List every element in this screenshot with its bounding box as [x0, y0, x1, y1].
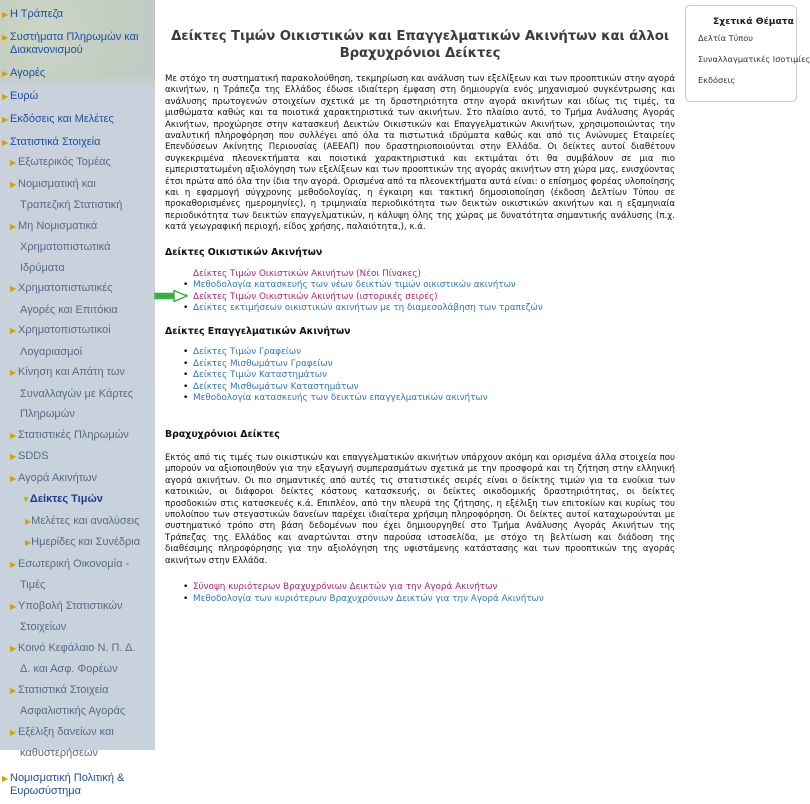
arrow-right-icon: ▶	[2, 69, 9, 78]
arrow-right-icon: ▶	[10, 326, 17, 335]
nav-item-monetary-policy[interactable]: ▶ Νομισματική Πολιτική & Ευρωσύστημα	[2, 771, 125, 797]
arrow-right-icon: ▶	[10, 452, 17, 461]
arrow-right-icon: ▶	[25, 538, 32, 547]
nav-subitem-financial-accounts[interactable]: ▶ Χρηματοπιστωτικοί Λογαριασμοί	[0, 320, 155, 362]
arrow-down-icon: ▼	[22, 495, 30, 504]
link-office-prices[interactable]: Δείκτες Τιμών Γραφείων	[193, 347, 302, 358]
list-item	[183, 393, 675, 405]
link-residential-new-tables[interactable]: Δείκτες Τιμών Οικιστικών Ακινήτων (Νέοι Πίνακες)	[193, 268, 421, 279]
list-item	[183, 292, 675, 304]
arrow-right-icon: ▶	[25, 516, 32, 526]
arrow-right-icon: ▶	[10, 430, 17, 440]
left-navigation	[0, 0, 155, 797]
main-content	[165, 0, 675, 605]
nav-subitem-financial-markets[interactable]: ▶ Χρηματοπιστωτικές Αγορές και Επιτόκια	[0, 278, 155, 320]
list-item	[183, 303, 675, 315]
arrow-right-icon: ▶	[2, 138, 9, 147]
nav-item-bank[interactable]: ▶ Η Τράπεζα	[2, 8, 64, 20]
nav-subitem-events[interactable]: ▶Ημερίδες και Συνέδρια	[25, 536, 141, 548]
nav-subitem-domestic-economy[interactable]: ▶ Εσωτερική Οικονομία - Τιμές	[0, 554, 155, 596]
nav-item-markets[interactable]: ▶ Αγορές	[2, 67, 46, 79]
nav-subitem-non-monetary[interactable]: ▶ Μη Νομισματικά Χρηματοπιστωτικά Ιδρύματα	[0, 216, 155, 279]
arrow-right-icon: ▶	[2, 115, 9, 124]
page-title: Δείκτες Τιμών Οικιστικών και Επαγγελματικών Ακινήτων και άλλοι Βραχυχρόνιοι Δείκτες	[171, 29, 669, 61]
nav-item-euro[interactable]: ▶ Ευρώ	[2, 90, 39, 102]
list-item	[183, 347, 675, 359]
nav-list	[0, 4, 155, 804]
arrow-right-icon: ▶	[2, 773, 9, 783]
intro-paragraph: Με στόχο τη συστηματική παρακολούθηση, τεκμηρίωση και ανάλυση των εξελίξεων και των προοπτικών στην αγορά ακινήτων, η Τράπεζα της Ελλάδος έδωσε ιδιαίτερη έμφαση στη δημιουργία ενός μηχανισμού συγκέντρωσης και ανάλυσης πρωτογενών στοιχείων σχετικά με τη δραστηριότητα στην αγορά ακινήτων και ιδίως τις τιμές, τα μισθώματα καθώς και τα ποιοτικά χαρακτηριστικά των ακινήτων. Στο πλαίσιο αυτό, το Τμήμα Ανάλυσης Αγοράς Ακινήτων, προχώρησε στην κατασκευή Δεικτών Οικιστικών και Επαγγελματικών Ακινήτων, χρησιμοποιώντας την αναλυτική πληροφόρηση που συλλέγει από όλα τα πιστωτικά ιδρύματα καθώς και από τις Ανώνυμες Εταιρείες Επενδύσεων Ακίνητης Περιουσίας (ΑΕΕΑΠ) που δραστηριοποιούνται στην Ελλάδα. Οι δείκτες αυτοί διαθέτουν συγκεκριμένα πλεονεκτήματα και ποιοτικά χαρακτηριστικά και εκτιμάται ότι θα συμβάλουν σε μια πιο εμπεριστατωμένη αξιολόγηση των εξελίξεων και των προοπτικών της αγοράς ακινήτων στη χώρα μας, ενισχύοντας έτσι πρώτα από όλα την ίδια την αγορά. Ορισμένα από τα πλεονεκτήματα αυτά είναι: ο επίσημος φορέας υλοποίησης και η εφαρμογή σύγχρονης μεθοδολογίας, η έγκαιρη και τακτική δημοσιοποίηση (έκδοση Δελτίων Τύπου σε προκαθορισμένες ημερομηνίες), η τριμηνιαία περιοδικότητα των δεικτών οικιστικών ακινήτων και η εξαμηνιαία περιοδικότητα των δεικτών επαγγελματικών, η κάλυψη όλης της χώρας με δυνατότητα σημαντικής ανάλυσης (π.χ. κατά γεωγραφική περιοχή, είδος χρήσης, παλαιότητα,), κ.ά.	[165, 74, 675, 233]
residential-links	[165, 269, 675, 315]
short-term-heading: Βραχυχρόνιοι Δείκτες	[165, 429, 280, 441]
nav-subitem-studies[interactable]: ▶Μελέτες και αναλύσεις	[25, 514, 140, 527]
arrow-right-icon: ▶	[10, 727, 17, 737]
list-item	[183, 582, 675, 594]
arrow-right-icon: ▶	[2, 33, 9, 42]
arrow-right-icon: ▶	[10, 284, 17, 293]
nav-subitem-insurance[interactable]: ▶ Στατιστικά Στοιχεία Ασφαλιστικής Αγοράς	[0, 680, 155, 722]
link-residential-valuations[interactable]: Δείκτες εκτιμήσεων οικιστικών ακινήτων με τη διαμεσολάβηση των τραπεζών	[193, 303, 543, 314]
nav-subitem-real-estate[interactable]: ▶ Αγορά Ακινήτων	[0, 468, 155, 490]
short-term-paragraph: Εκτός από τις τιμές των οικιστικών και επαγγελματικών ακινήτων υπάρχουν ακόμη και ορισμένα άλλα στοιχεία που μπορούν να αξιοποιηθούν για την εξαγωγή συμπερασμάτων σχετικά με την προσφορά και τη ζήτηση στην ελληνική αγορά ακινήτων. Οι πιο σημαντικές από αυτές τις στατιστικές σειρές είναι ο δείκτης τιμών για τα ενοίκια των κατοικιών, οι διάφοροι δείκτες κόστους κατασκευής, οι δείκτες οικοδομικής δραστηριότητας, οι δείκτες προσδοκιών στις κατασκευές κ.ά. Επιπλέον, από την πλευρά της ζήτησης, η εξέλιξη των επιτοκίων και κυρίως του υπολοίπου των στεγαστικών δανείων παρέχει ιδιαίτερα χρήσιμη πληροφόρηση. Οι δείκτες αυτοί καταχωρούνται με συστηματικό τρόπο στη βάση δεδομένων που έχει δημιουργηθεί στο Τμήμα Ανάλυσης Αγοράς Ακινήτων της Τράπεζας της Ελλάδος και αναρτώνται στην παρούσα ιστοσελίδα, με στόχο τη βελτίωση και διάδοση της διαθέσιμης πληροφόρησης για την αξιολόγηση της υφιστάμενης κατάστασης και των προοπτικών της αγοράς ακινήτων στην Ελλάδα.	[165, 453, 675, 566]
arrow-right-icon: ▶	[10, 643, 17, 653]
statistics-submenu	[0, 152, 155, 764]
arrow-right-icon: ▶	[2, 10, 9, 19]
list-item	[183, 382, 675, 394]
link-residential-historical[interactable]: Δείκτες Τιμών Οικιστικών Ακινήτων (ιστορικές σειρές)	[193, 291, 438, 302]
nav-subitem-monetary-banking[interactable]: ▶ Νομισματική και Τραπεζική Στατιστική	[0, 174, 155, 216]
list-item	[183, 370, 675, 382]
nav-subitem-payment-statistics[interactable]: ▶ Στατιστικές Πληρωμών	[0, 425, 155, 447]
green-arrow-icon	[154, 290, 188, 302]
related-item-exchange-rates[interactable]: Συναλλαγματικές Ισοτιμίες	[698, 54, 810, 64]
related-item-publications[interactable]: Εκδόσεις	[698, 75, 736, 85]
nav-item-publications[interactable]: ▶ Εκδόσεις και Μελέτες	[2, 113, 114, 125]
nav-subitem-common-capital[interactable]: ▶ Κοινό Κεφάλαιο Ν. Π. Δ. Δ. και Ασφ. Φορέων	[0, 638, 155, 680]
commercial-heading: Δείκτες Επαγγελματικών Ακινήτων	[165, 326, 351, 338]
arrow-right-icon: ▶	[10, 473, 17, 483]
list-item	[183, 594, 675, 606]
nav-item-payment-systems[interactable]: ▶ Συστήματα Πληρωμών και Διακανονισμού	[2, 31, 139, 56]
related-topics-box	[685, 5, 810, 102]
arrow-right-icon: ▶	[2, 92, 9, 101]
nav-item-statistics[interactable]: ▶ Στατιστικά Στοιχεία	[2, 136, 101, 148]
arrow-right-icon: ▶	[10, 685, 17, 695]
arrow-right-icon: ▶	[10, 559, 17, 569]
list-item	[183, 359, 675, 371]
link-retail-rents[interactable]: Δείκτες Μισθωμάτων Καταστημάτων	[193, 381, 359, 392]
short-term-links	[165, 582, 675, 605]
arrow-right-icon: ▶	[10, 221, 17, 231]
arrow-right-icon: ▶	[10, 179, 17, 189]
nav-subitem-card-payments[interactable]: ▶ Κίνηση και Απάτη των Συναλλαγών με Κάρτες Πληρωμών	[0, 362, 155, 425]
nav-subitem-external-sector[interactable]: ▶ Εξωτερικός Τομέας	[0, 152, 155, 174]
link-retail-prices[interactable]: Δείκτες Τιμών Καταστημάτων	[193, 370, 328, 381]
arrow-right-icon: ▶	[10, 368, 17, 377]
related-topics-title: Σχετικά Θέματα	[713, 16, 794, 27]
list-item	[183, 280, 675, 292]
link-short-term-summary[interactable]: Σύνοψη κυριότερων Βραχυχρόνιων Δεικτών για την Αγορά Ακινήτων	[193, 582, 498, 593]
nav-subitem-sdds[interactable]: ▶ SDDS	[0, 446, 155, 468]
list-item	[183, 269, 675, 281]
commercial-links	[165, 347, 675, 405]
nav-subitem-statistics-submission[interactable]: ▶ Υποβολή Στατιστικών Στοιχείων	[0, 596, 155, 638]
link-commercial-methodology[interactable]: Μεθοδολογία κατασκευής των δεικτών επαγγελματικών ακινήτων	[193, 393, 488, 404]
link-residential-methodology[interactable]: Μεθοδολογία κατασκευής των νέων δεικτών τιμών οικιστικών ακινήτων	[193, 280, 516, 291]
residential-heading: Δείκτες Οικιστικών Ακινήτων	[165, 246, 323, 258]
arrow-right-icon: ▶	[10, 158, 17, 167]
link-short-term-methodology[interactable]: Μεθοδολογία των κυριότερων Βραχυχρόνιων Δεικτών για την Αγορά Ακινήτων	[193, 593, 544, 604]
nav-subitem-loans[interactable]: ▶ Εξέλιξη δανείων και καθυστερήσεων	[0, 722, 155, 764]
link-office-rents[interactable]: Δείκτες Μισθωμάτων Γραφείων	[193, 358, 333, 369]
nav-subitem-price-indices-active[interactable]: ▼Δείκτες Τιμών	[22, 493, 103, 505]
related-item-press-releases[interactable]: Δελτία Τύπου	[698, 33, 753, 43]
arrow-right-icon: ▶	[10, 601, 17, 611]
